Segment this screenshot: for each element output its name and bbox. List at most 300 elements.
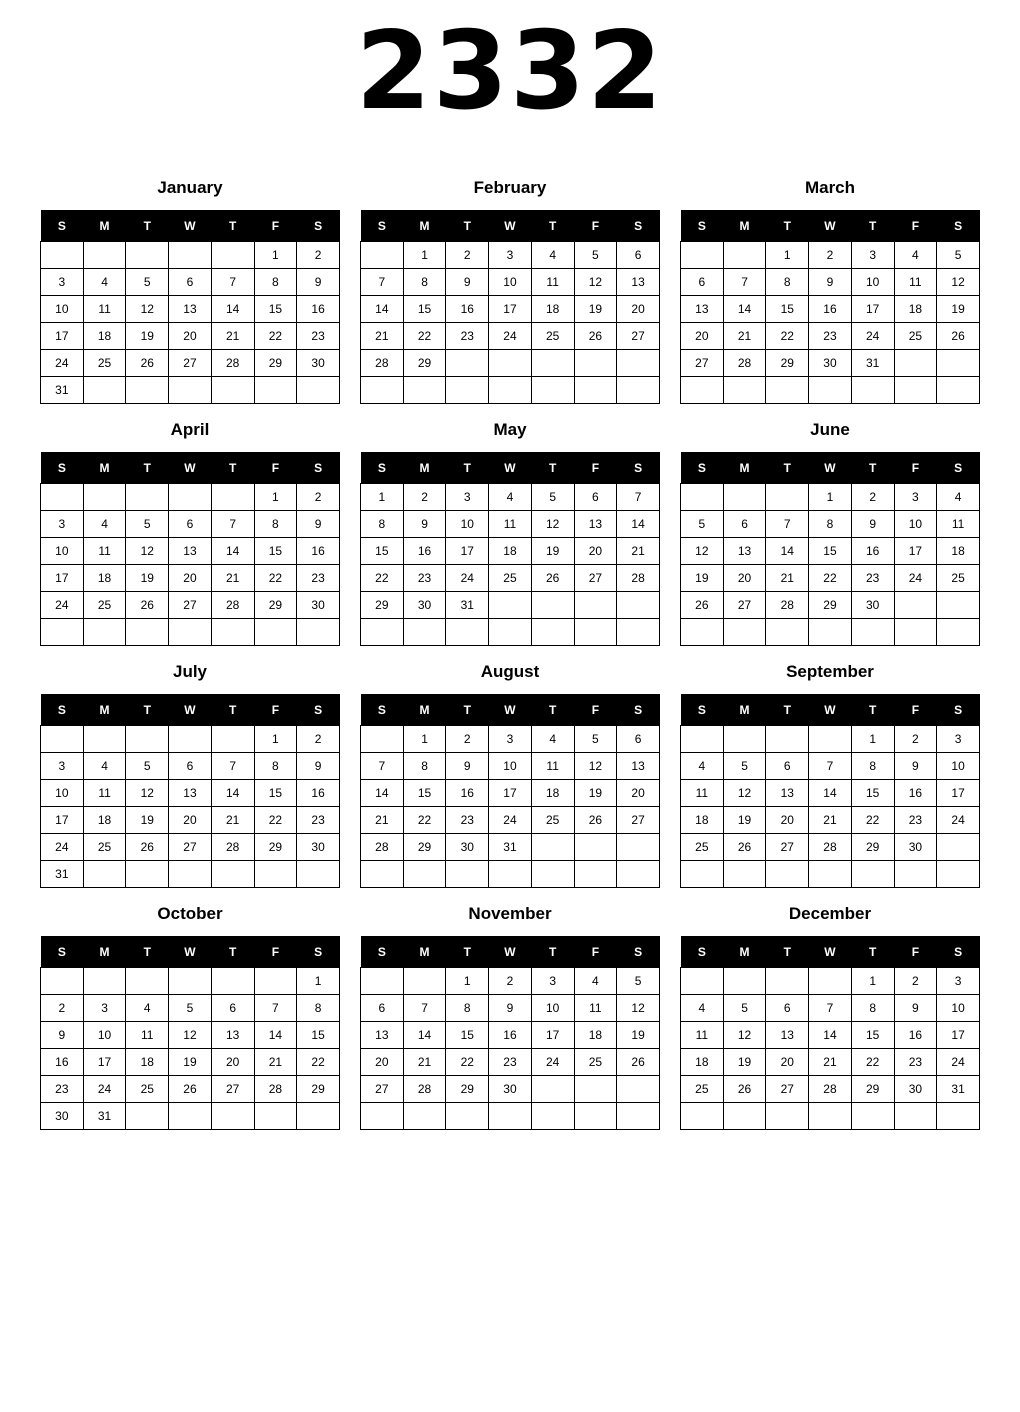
- day-cell[interactable]: 13: [169, 296, 212, 323]
- day-cell[interactable]: 7: [809, 995, 852, 1022]
- day-cell[interactable]: 9: [297, 511, 340, 538]
- day-cell[interactable]: 22: [766, 323, 809, 350]
- day-cell[interactable]: 18: [531, 296, 574, 323]
- day-cell[interactable]: 24: [41, 350, 84, 377]
- day-cell[interactable]: 5: [937, 242, 980, 269]
- day-cell[interactable]: 16: [41, 1049, 84, 1076]
- day-cell[interactable]: 30: [809, 350, 852, 377]
- day-cell[interactable]: 26: [723, 834, 766, 861]
- day-cell[interactable]: 29: [446, 1076, 489, 1103]
- day-cell[interactable]: 7: [211, 753, 254, 780]
- day-cell[interactable]: 14: [254, 1022, 297, 1049]
- day-cell[interactable]: 13: [723, 538, 766, 565]
- day-cell[interactable]: 30: [297, 350, 340, 377]
- day-cell[interactable]: 10: [851, 269, 894, 296]
- day-cell[interactable]: 17: [489, 780, 532, 807]
- day-cell[interactable]: 7: [211, 269, 254, 296]
- day-cell[interactable]: 28: [254, 1076, 297, 1103]
- day-cell[interactable]: 29: [361, 592, 404, 619]
- day-cell[interactable]: 16: [446, 296, 489, 323]
- day-cell[interactable]: 14: [361, 296, 404, 323]
- day-cell[interactable]: 26: [126, 350, 169, 377]
- day-cell[interactable]: 7: [766, 511, 809, 538]
- day-cell[interactable]: 13: [766, 1022, 809, 1049]
- day-cell[interactable]: 23: [894, 1049, 937, 1076]
- day-cell[interactable]: 13: [574, 511, 617, 538]
- day-cell[interactable]: 22: [361, 565, 404, 592]
- day-cell[interactable]: 19: [617, 1022, 660, 1049]
- day-cell[interactable]: 10: [937, 995, 980, 1022]
- day-cell[interactable]: 15: [809, 538, 852, 565]
- day-cell[interactable]: 28: [361, 350, 404, 377]
- day-cell[interactable]: 21: [211, 323, 254, 350]
- day-cell[interactable]: 3: [83, 995, 126, 1022]
- day-cell[interactable]: 10: [489, 269, 532, 296]
- day-cell[interactable]: 19: [723, 807, 766, 834]
- day-cell[interactable]: 28: [361, 834, 404, 861]
- day-cell[interactable]: 11: [83, 780, 126, 807]
- day-cell[interactable]: 29: [851, 1076, 894, 1103]
- day-cell[interactable]: 30: [446, 834, 489, 861]
- day-cell[interactable]: 16: [297, 538, 340, 565]
- day-cell[interactable]: 28: [211, 350, 254, 377]
- day-cell[interactable]: 10: [531, 995, 574, 1022]
- day-cell[interactable]: 9: [403, 511, 446, 538]
- day-cell[interactable]: 12: [681, 538, 724, 565]
- day-cell[interactable]: 10: [41, 538, 84, 565]
- day-cell[interactable]: 6: [617, 242, 660, 269]
- day-cell[interactable]: 4: [531, 242, 574, 269]
- day-cell[interactable]: 1: [446, 968, 489, 995]
- day-cell[interactable]: 27: [617, 323, 660, 350]
- day-cell[interactable]: 5: [169, 995, 212, 1022]
- day-cell[interactable]: 25: [83, 350, 126, 377]
- day-cell[interactable]: 21: [211, 565, 254, 592]
- day-cell[interactable]: 25: [126, 1076, 169, 1103]
- day-cell[interactable]: 30: [894, 834, 937, 861]
- day-cell[interactable]: 21: [361, 323, 404, 350]
- day-cell[interactable]: 10: [937, 753, 980, 780]
- day-cell[interactable]: 19: [574, 780, 617, 807]
- day-cell[interactable]: 30: [489, 1076, 532, 1103]
- day-cell[interactable]: 29: [403, 350, 446, 377]
- day-cell[interactable]: 16: [403, 538, 446, 565]
- day-cell[interactable]: 27: [723, 592, 766, 619]
- day-cell[interactable]: 2: [297, 242, 340, 269]
- day-cell[interactable]: 17: [83, 1049, 126, 1076]
- day-cell[interactable]: 17: [937, 780, 980, 807]
- day-cell[interactable]: 23: [894, 807, 937, 834]
- day-cell[interactable]: 2: [446, 242, 489, 269]
- day-cell[interactable]: 30: [894, 1076, 937, 1103]
- day-cell[interactable]: 8: [766, 269, 809, 296]
- day-cell[interactable]: 8: [254, 753, 297, 780]
- day-cell[interactable]: 16: [446, 780, 489, 807]
- day-cell[interactable]: 20: [617, 780, 660, 807]
- day-cell[interactable]: 31: [83, 1103, 126, 1130]
- day-cell[interactable]: 5: [574, 242, 617, 269]
- day-cell[interactable]: 20: [169, 323, 212, 350]
- day-cell[interactable]: 22: [403, 807, 446, 834]
- day-cell[interactable]: 6: [766, 753, 809, 780]
- day-cell[interactable]: 24: [937, 807, 980, 834]
- day-cell[interactable]: 4: [83, 269, 126, 296]
- day-cell[interactable]: 15: [403, 296, 446, 323]
- day-cell[interactable]: 4: [894, 242, 937, 269]
- day-cell[interactable]: 3: [41, 269, 84, 296]
- day-cell[interactable]: 4: [574, 968, 617, 995]
- day-cell[interactable]: 5: [574, 726, 617, 753]
- day-cell[interactable]: 2: [894, 726, 937, 753]
- day-cell[interactable]: 11: [681, 780, 724, 807]
- day-cell[interactable]: 9: [446, 269, 489, 296]
- day-cell[interactable]: 26: [723, 1076, 766, 1103]
- day-cell[interactable]: 15: [766, 296, 809, 323]
- day-cell[interactable]: 28: [617, 565, 660, 592]
- day-cell[interactable]: 24: [41, 834, 84, 861]
- day-cell[interactable]: 5: [617, 968, 660, 995]
- day-cell[interactable]: 9: [297, 269, 340, 296]
- day-cell[interactable]: 19: [169, 1049, 212, 1076]
- day-cell[interactable]: 19: [681, 565, 724, 592]
- day-cell[interactable]: 18: [681, 807, 724, 834]
- day-cell[interactable]: 10: [489, 753, 532, 780]
- day-cell[interactable]: 21: [403, 1049, 446, 1076]
- day-cell[interactable]: 6: [723, 511, 766, 538]
- day-cell[interactable]: 25: [83, 592, 126, 619]
- day-cell[interactable]: 19: [126, 565, 169, 592]
- day-cell[interactable]: 21: [254, 1049, 297, 1076]
- day-cell[interactable]: 24: [83, 1076, 126, 1103]
- day-cell[interactable]: 21: [723, 323, 766, 350]
- day-cell[interactable]: 29: [297, 1076, 340, 1103]
- day-cell[interactable]: 17: [41, 807, 84, 834]
- day-cell[interactable]: 1: [766, 242, 809, 269]
- day-cell[interactable]: 22: [851, 1049, 894, 1076]
- day-cell[interactable]: 8: [446, 995, 489, 1022]
- day-cell[interactable]: 19: [531, 538, 574, 565]
- day-cell[interactable]: 4: [126, 995, 169, 1022]
- day-cell[interactable]: 1: [851, 968, 894, 995]
- day-cell[interactable]: 20: [361, 1049, 404, 1076]
- day-cell[interactable]: 28: [809, 1076, 852, 1103]
- day-cell[interactable]: 30: [41, 1103, 84, 1130]
- day-cell[interactable]: 5: [681, 511, 724, 538]
- day-cell[interactable]: 28: [403, 1076, 446, 1103]
- day-cell[interactable]: 2: [489, 968, 532, 995]
- day-cell[interactable]: 25: [489, 565, 532, 592]
- day-cell[interactable]: 14: [211, 296, 254, 323]
- day-cell[interactable]: 5: [126, 753, 169, 780]
- day-cell[interactable]: 12: [531, 511, 574, 538]
- day-cell[interactable]: 4: [531, 726, 574, 753]
- day-cell[interactable]: 17: [446, 538, 489, 565]
- day-cell[interactable]: 3: [851, 242, 894, 269]
- day-cell[interactable]: 31: [937, 1076, 980, 1103]
- day-cell[interactable]: 18: [489, 538, 532, 565]
- day-cell[interactable]: 28: [766, 592, 809, 619]
- day-cell[interactable]: 6: [617, 726, 660, 753]
- day-cell[interactable]: 2: [41, 995, 84, 1022]
- day-cell[interactable]: 4: [681, 753, 724, 780]
- day-cell[interactable]: 16: [894, 780, 937, 807]
- day-cell[interactable]: 14: [403, 1022, 446, 1049]
- day-cell[interactable]: 9: [41, 1022, 84, 1049]
- day-cell[interactable]: 20: [723, 565, 766, 592]
- day-cell[interactable]: 7: [809, 753, 852, 780]
- day-cell[interactable]: 19: [937, 296, 980, 323]
- day-cell[interactable]: 2: [297, 726, 340, 753]
- day-cell[interactable]: 1: [403, 242, 446, 269]
- day-cell[interactable]: 5: [126, 511, 169, 538]
- day-cell[interactable]: 17: [41, 323, 84, 350]
- day-cell[interactable]: 16: [809, 296, 852, 323]
- day-cell[interactable]: 28: [211, 834, 254, 861]
- day-cell[interactable]: 1: [809, 484, 852, 511]
- day-cell[interactable]: 25: [894, 323, 937, 350]
- day-cell[interactable]: 11: [83, 296, 126, 323]
- day-cell[interactable]: 20: [169, 807, 212, 834]
- day-cell[interactable]: 31: [41, 377, 84, 404]
- day-cell[interactable]: 23: [809, 323, 852, 350]
- day-cell[interactable]: 23: [297, 565, 340, 592]
- day-cell[interactable]: 31: [851, 350, 894, 377]
- day-cell[interactable]: 1: [361, 484, 404, 511]
- day-cell[interactable]: 24: [489, 323, 532, 350]
- day-cell[interactable]: 6: [211, 995, 254, 1022]
- day-cell[interactable]: 30: [297, 834, 340, 861]
- day-cell[interactable]: 9: [297, 753, 340, 780]
- day-cell[interactable]: 13: [617, 753, 660, 780]
- day-cell[interactable]: 18: [83, 323, 126, 350]
- day-cell[interactable]: 12: [126, 538, 169, 565]
- day-cell[interactable]: 27: [574, 565, 617, 592]
- day-cell[interactable]: 23: [446, 323, 489, 350]
- day-cell[interactable]: 6: [169, 269, 212, 296]
- day-cell[interactable]: 2: [809, 242, 852, 269]
- day-cell[interactable]: 10: [83, 1022, 126, 1049]
- day-cell[interactable]: 27: [169, 834, 212, 861]
- day-cell[interactable]: 18: [681, 1049, 724, 1076]
- day-cell[interactable]: 21: [361, 807, 404, 834]
- day-cell[interactable]: 23: [403, 565, 446, 592]
- day-cell[interactable]: 24: [489, 807, 532, 834]
- day-cell[interactable]: 22: [403, 323, 446, 350]
- day-cell[interactable]: 11: [681, 1022, 724, 1049]
- day-cell[interactable]: 18: [894, 296, 937, 323]
- day-cell[interactable]: 18: [574, 1022, 617, 1049]
- day-cell[interactable]: 1: [254, 726, 297, 753]
- day-cell[interactable]: 24: [937, 1049, 980, 1076]
- day-cell[interactable]: 9: [894, 995, 937, 1022]
- day-cell[interactable]: 11: [489, 511, 532, 538]
- day-cell[interactable]: 1: [254, 484, 297, 511]
- day-cell[interactable]: 14: [766, 538, 809, 565]
- day-cell[interactable]: 29: [254, 592, 297, 619]
- day-cell[interactable]: 9: [851, 511, 894, 538]
- day-cell[interactable]: 13: [617, 269, 660, 296]
- day-cell[interactable]: 15: [254, 780, 297, 807]
- day-cell[interactable]: 28: [809, 834, 852, 861]
- day-cell[interactable]: 21: [617, 538, 660, 565]
- day-cell[interactable]: 23: [297, 323, 340, 350]
- day-cell[interactable]: 8: [851, 753, 894, 780]
- day-cell[interactable]: 25: [574, 1049, 617, 1076]
- day-cell[interactable]: 29: [809, 592, 852, 619]
- day-cell[interactable]: 27: [211, 1076, 254, 1103]
- day-cell[interactable]: 8: [851, 995, 894, 1022]
- day-cell[interactable]: 12: [126, 780, 169, 807]
- day-cell[interactable]: 11: [531, 269, 574, 296]
- day-cell[interactable]: 28: [723, 350, 766, 377]
- day-cell[interactable]: 5: [723, 753, 766, 780]
- day-cell[interactable]: 6: [574, 484, 617, 511]
- day-cell[interactable]: 15: [254, 296, 297, 323]
- day-cell[interactable]: 19: [126, 323, 169, 350]
- day-cell[interactable]: 18: [83, 565, 126, 592]
- day-cell[interactable]: 8: [361, 511, 404, 538]
- day-cell[interactable]: 16: [297, 296, 340, 323]
- day-cell[interactable]: 20: [766, 1049, 809, 1076]
- day-cell[interactable]: 23: [851, 565, 894, 592]
- day-cell[interactable]: 28: [211, 592, 254, 619]
- day-cell[interactable]: 29: [254, 834, 297, 861]
- day-cell[interactable]: 12: [937, 269, 980, 296]
- day-cell[interactable]: 8: [297, 995, 340, 1022]
- day-cell[interactable]: 11: [531, 753, 574, 780]
- day-cell[interactable]: 17: [937, 1022, 980, 1049]
- day-cell[interactable]: 22: [254, 323, 297, 350]
- day-cell[interactable]: 20: [617, 296, 660, 323]
- day-cell[interactable]: 11: [894, 269, 937, 296]
- day-cell[interactable]: 18: [937, 538, 980, 565]
- day-cell[interactable]: 20: [574, 538, 617, 565]
- day-cell[interactable]: 2: [851, 484, 894, 511]
- day-cell[interactable]: 19: [574, 296, 617, 323]
- day-cell[interactable]: 15: [851, 1022, 894, 1049]
- day-cell[interactable]: 8: [403, 269, 446, 296]
- day-cell[interactable]: 7: [254, 995, 297, 1022]
- day-cell[interactable]: 2: [297, 484, 340, 511]
- day-cell[interactable]: 4: [83, 511, 126, 538]
- day-cell[interactable]: 24: [531, 1049, 574, 1076]
- day-cell[interactable]: 17: [489, 296, 532, 323]
- day-cell[interactable]: 5: [723, 995, 766, 1022]
- day-cell[interactable]: 22: [851, 807, 894, 834]
- day-cell[interactable]: 13: [211, 1022, 254, 1049]
- day-cell[interactable]: 27: [766, 834, 809, 861]
- day-cell[interactable]: 25: [681, 834, 724, 861]
- day-cell[interactable]: 18: [531, 780, 574, 807]
- day-cell[interactable]: 22: [297, 1049, 340, 1076]
- day-cell[interactable]: 13: [169, 780, 212, 807]
- day-cell[interactable]: 17: [851, 296, 894, 323]
- day-cell[interactable]: 26: [531, 565, 574, 592]
- day-cell[interactable]: 1: [297, 968, 340, 995]
- day-cell[interactable]: 4: [489, 484, 532, 511]
- day-cell[interactable]: 9: [489, 995, 532, 1022]
- day-cell[interactable]: 8: [254, 269, 297, 296]
- day-cell[interactable]: 5: [531, 484, 574, 511]
- day-cell[interactable]: 13: [361, 1022, 404, 1049]
- day-cell[interactable]: 25: [531, 323, 574, 350]
- day-cell[interactable]: 15: [254, 538, 297, 565]
- day-cell[interactable]: 29: [851, 834, 894, 861]
- day-cell[interactable]: 1: [403, 726, 446, 753]
- day-cell[interactable]: 12: [617, 995, 660, 1022]
- day-cell[interactable]: 23: [41, 1076, 84, 1103]
- day-cell[interactable]: 24: [851, 323, 894, 350]
- day-cell[interactable]: 8: [403, 753, 446, 780]
- day-cell[interactable]: 5: [126, 269, 169, 296]
- day-cell[interactable]: 20: [681, 323, 724, 350]
- day-cell[interactable]: 31: [489, 834, 532, 861]
- day-cell[interactable]: 19: [723, 1049, 766, 1076]
- day-cell[interactable]: 27: [766, 1076, 809, 1103]
- day-cell[interactable]: 3: [531, 968, 574, 995]
- day-cell[interactable]: 27: [681, 350, 724, 377]
- day-cell[interactable]: 11: [574, 995, 617, 1022]
- day-cell[interactable]: 6: [361, 995, 404, 1022]
- day-cell[interactable]: 9: [809, 269, 852, 296]
- day-cell[interactable]: 16: [894, 1022, 937, 1049]
- day-cell[interactable]: 8: [809, 511, 852, 538]
- day-cell[interactable]: 26: [126, 834, 169, 861]
- day-cell[interactable]: 20: [211, 1049, 254, 1076]
- day-cell[interactable]: 7: [723, 269, 766, 296]
- day-cell[interactable]: 7: [403, 995, 446, 1022]
- day-cell[interactable]: 7: [361, 269, 404, 296]
- day-cell[interactable]: 3: [937, 968, 980, 995]
- day-cell[interactable]: 26: [574, 323, 617, 350]
- day-cell[interactable]: 14: [723, 296, 766, 323]
- day-cell[interactable]: 7: [211, 511, 254, 538]
- day-cell[interactable]: 3: [489, 242, 532, 269]
- day-cell[interactable]: 30: [403, 592, 446, 619]
- day-cell[interactable]: 17: [894, 538, 937, 565]
- day-cell[interactable]: 10: [446, 511, 489, 538]
- day-cell[interactable]: 26: [126, 592, 169, 619]
- day-cell[interactable]: 25: [531, 807, 574, 834]
- day-cell[interactable]: 29: [403, 834, 446, 861]
- day-cell[interactable]: 12: [574, 753, 617, 780]
- day-cell[interactable]: 15: [297, 1022, 340, 1049]
- day-cell[interactable]: 3: [446, 484, 489, 511]
- day-cell[interactable]: 16: [489, 1022, 532, 1049]
- day-cell[interactable]: 14: [617, 511, 660, 538]
- day-cell[interactable]: 27: [169, 592, 212, 619]
- day-cell[interactable]: 7: [617, 484, 660, 511]
- day-cell[interactable]: 9: [446, 753, 489, 780]
- day-cell[interactable]: 11: [937, 511, 980, 538]
- day-cell[interactable]: 11: [126, 1022, 169, 1049]
- day-cell[interactable]: 24: [446, 565, 489, 592]
- day-cell[interactable]: 26: [169, 1076, 212, 1103]
- day-cell[interactable]: 27: [617, 807, 660, 834]
- day-cell[interactable]: 18: [126, 1049, 169, 1076]
- day-cell[interactable]: 14: [809, 780, 852, 807]
- day-cell[interactable]: 13: [681, 296, 724, 323]
- day-cell[interactable]: 22: [254, 565, 297, 592]
- day-cell[interactable]: 12: [126, 296, 169, 323]
- day-cell[interactable]: 12: [723, 1022, 766, 1049]
- day-cell[interactable]: 29: [766, 350, 809, 377]
- day-cell[interactable]: 4: [83, 753, 126, 780]
- day-cell[interactable]: 11: [83, 538, 126, 565]
- day-cell[interactable]: 23: [446, 807, 489, 834]
- day-cell[interactable]: 4: [681, 995, 724, 1022]
- day-cell[interactable]: 25: [937, 565, 980, 592]
